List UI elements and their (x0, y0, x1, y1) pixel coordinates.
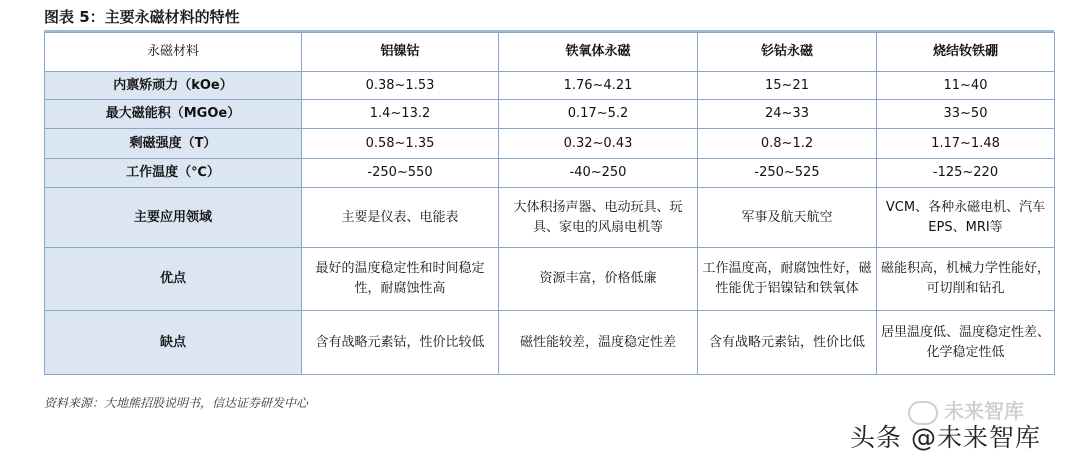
table-row (45, 159, 1055, 188)
row-label: 剩磁强度（T） (45, 129, 302, 159)
header-cell: 烧结钕铁硼 (877, 33, 1055, 72)
table-cell: 资源丰富，价格低廉 (499, 248, 698, 311)
table-cell: 15~21 (698, 72, 877, 100)
watermark-main: 头条 @未来智库 (850, 423, 1041, 452)
table-cell: 最好的温度稳定性和时间稳定性，耐腐蚀性高 (302, 248, 499, 311)
table-cell: -125~220 (877, 159, 1055, 188)
header-cell: 铝镍钴 (302, 33, 499, 72)
table-row (45, 248, 1055, 311)
table-cell: 主要是仪表、电能表 (302, 188, 499, 248)
table-cell: 工作温度高，耐腐蚀性好，磁性能优于铝镍钴和铁氧体 (698, 248, 877, 311)
table-cell: 居里温度低、温度稳定性差、化学稳定性低 (877, 311, 1055, 375)
table-cell: 0.58~1.35 (302, 129, 499, 159)
table-cell: -250~525 (698, 159, 877, 188)
table-title: 图表 5：主要永磁材料的特性 (44, 8, 240, 26)
row-label: 缺点 (45, 311, 302, 375)
table-cell: 含有战略元素钴，性价比低 (698, 311, 877, 375)
table-cell: VCM、各种永磁电机、汽车EPS、MRI等 (877, 188, 1055, 248)
row-label: 最大磁能积（MGOe） (45, 100, 302, 129)
source-note: 资料来源：大地熊招股说明书，信达证券研发中心 (44, 396, 309, 410)
table-cell: 1.4~13.2 (302, 100, 499, 129)
table-row (45, 311, 1055, 375)
table-cell: 1.17~1.48 (877, 129, 1055, 159)
table-cell: 大体积扬声器、电动玩具、玩具、家电的风扇电机等 (499, 188, 698, 248)
table-cell: 0.17~5.2 (499, 100, 698, 129)
row-label: 优点 (45, 248, 302, 311)
row-label: 内禀矫顽力（kOe） (45, 72, 302, 100)
table-cell: 0.32~0.43 (499, 129, 698, 159)
table-row (45, 72, 1055, 100)
table-cell: 军事及航天航空 (698, 188, 877, 248)
materials-table (44, 32, 1055, 375)
watermark-small-text: 未来智库 (944, 399, 1024, 423)
table-cell: 1.76~4.21 (499, 72, 698, 100)
table-row (45, 100, 1055, 129)
row-label: 主要应用领域 (45, 188, 302, 248)
table-cell: -250~550 (302, 159, 499, 188)
table-row (45, 129, 1055, 159)
table-header-row (45, 33, 1055, 72)
table-cell: 磁性能较差，温度稳定性差 (499, 311, 698, 375)
header-cell: 铁氧体永磁 (499, 33, 698, 72)
table-row (45, 188, 1055, 248)
table-cell: 33~50 (877, 100, 1055, 129)
header-cell: 永磁材料 (45, 33, 302, 72)
table-cell: 含有战略元素钴，性价比较低 (302, 311, 499, 375)
row-label: 工作温度（℃） (45, 159, 302, 188)
table-cell: -40~250 (499, 159, 698, 188)
table-cell: 11~40 (877, 72, 1055, 100)
header-cell: 钐钴永磁 (698, 33, 877, 72)
table-cell: 24~33 (698, 100, 877, 129)
table-cell: 0.8~1.2 (698, 129, 877, 159)
table-cell: 0.38~1.53 (302, 72, 499, 100)
table-cell: 磁能积高，机械力学性能好，可切削和钻孔 (877, 248, 1055, 311)
